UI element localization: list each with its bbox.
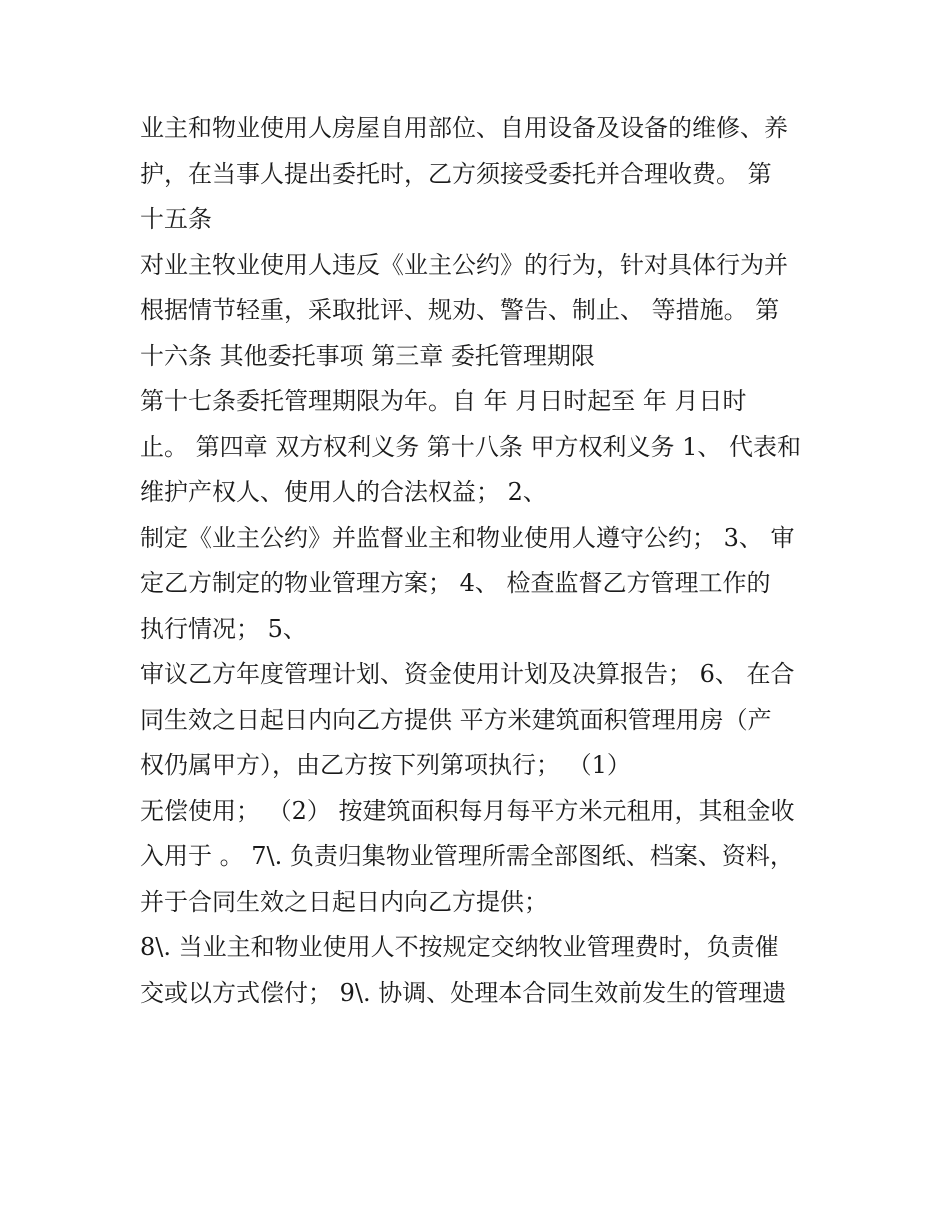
text-line: 制定《业主公约》并监督业主和物业使用人遵守公约； 3、 审 — [140, 523, 795, 552]
text-line: 根据情节轻重，采取批评、规劝、警告、制止、 等措施。 第 — [140, 296, 780, 324]
text-line: 执行情况； 5、 — [140, 614, 307, 643]
text-line: 维护产权人、使用人的合法权益； 2、 — [140, 478, 547, 506]
text-line: 权仍属甲方），由乙方按下列第项执行； （1） — [140, 751, 631, 779]
text-line: 审议乙方年度管理计划、资金使用计划及决算报告； 6、 在合 — [140, 660, 795, 688]
text-line: 十五条 — [140, 205, 212, 233]
text-line: 对业主牧业使用人违反《业主公约》的行为，针对具体行为并 — [140, 250, 788, 279]
text-line: 第十七条委托管理期限为年。自 年 月日时起至 年 月日时 — [140, 387, 747, 415]
text-line: 并于合同生效之日起日内向乙方提供； — [140, 887, 548, 916]
text-line: 十六条 其他委托事项 第三章 委托管理期限 — [140, 341, 595, 370]
text-line: 业主和物业使用人房屋自用部位、自用设备及设备的维修、养 — [140, 114, 788, 142]
text-line: 入用于 。 7\. 负责归集物业管理所需全部图纸、档案、资料， — [140, 842, 794, 870]
text-line: 无偿使用； （2） 按建筑面积每月每平方米元租用，其租金收 — [140, 796, 795, 825]
contract-text — [140, 106, 840, 1016]
text-line: 止。 第四章 双方权利义务 第十八条 甲方权利义务 1、 代表和 — [140, 432, 802, 461]
text-line: 同生效之日起日内向乙方提供 平方米建筑面积管理用房（产 — [140, 705, 772, 734]
text-line: 定乙方制定的物业管理方案； 4、 检查监督乙方管理工作的 — [140, 569, 771, 597]
text-line: 护，在当事人提出委托时，乙方须接受委托并合理收费。 第 — [140, 159, 772, 188]
text-line: 8\. 当业主和物业使用人不按规定交纳牧业管理费时，负责催 — [140, 933, 779, 961]
text-line: 交或以方式偿付； 9\. 协调、处理本合同生效前发生的管理遗 — [140, 978, 787, 1007]
